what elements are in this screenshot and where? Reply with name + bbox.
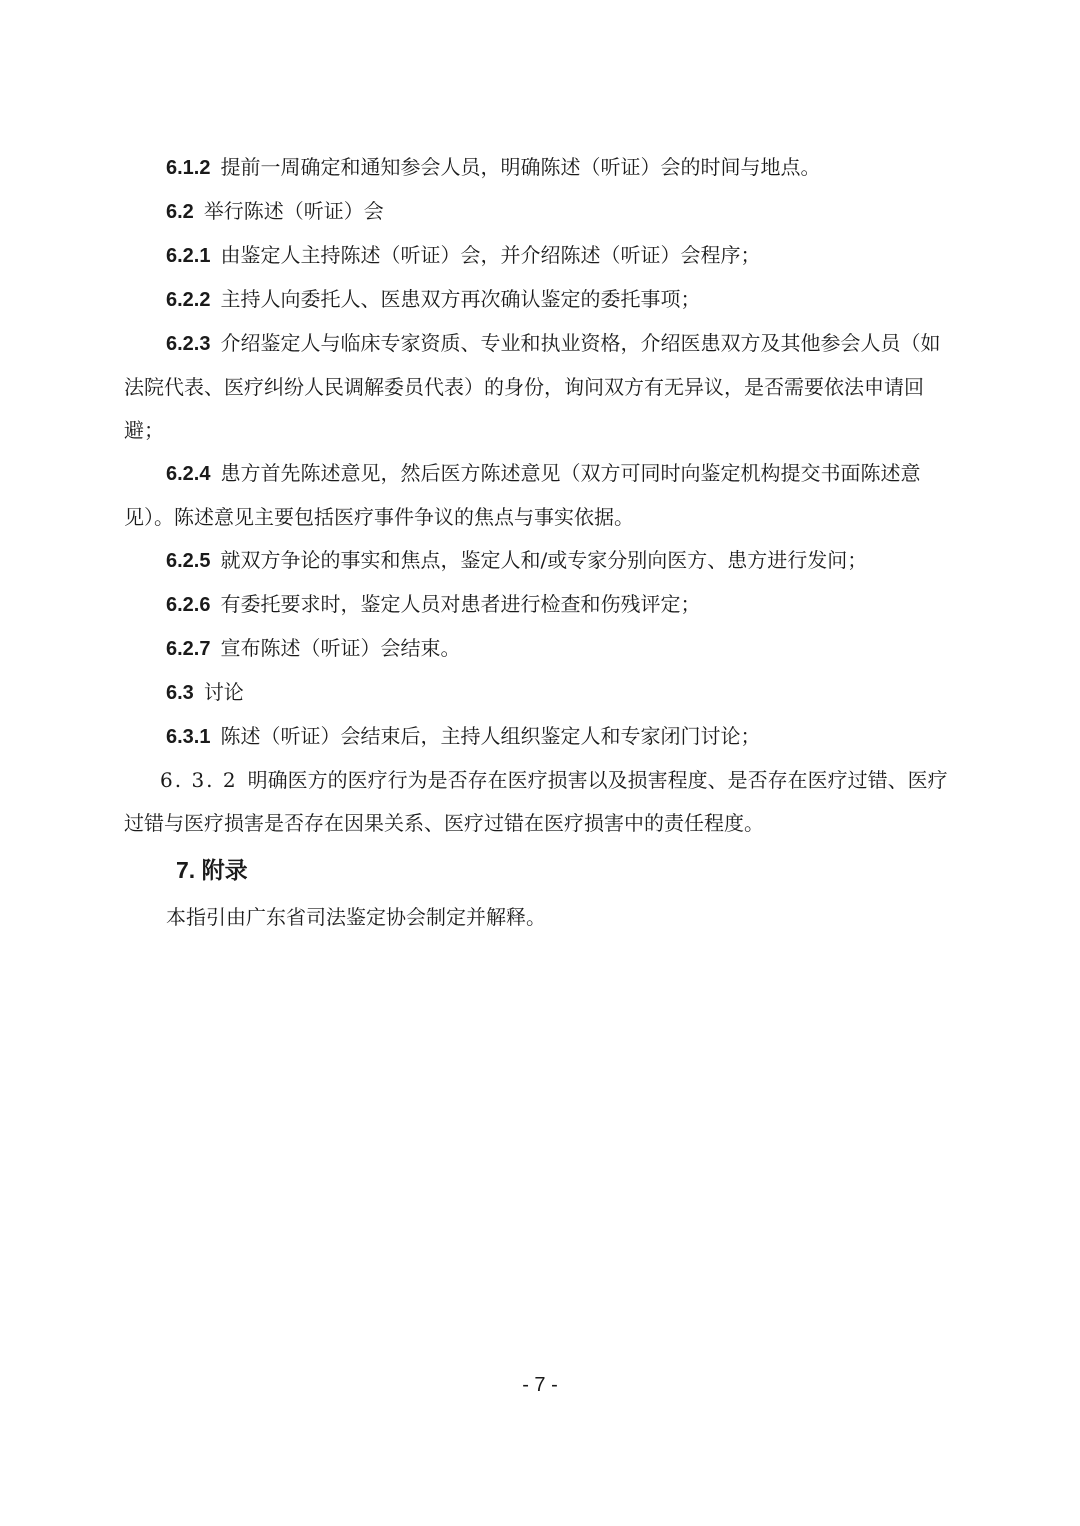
clause-number: 6.2.6: [166, 594, 211, 616]
section-number: 7.: [176, 857, 196, 883]
clause-number: 6.3.1: [166, 726, 211, 748]
clause-text: 主持人向委托人、医患双方再次确认鉴定的委托事项；: [220, 287, 701, 311]
appendix-paragraph: [124, 896, 960, 939]
clause-number: 6.2.1: [166, 245, 211, 267]
clause-number: 6.2.7: [166, 638, 211, 660]
paragraph-6-2-4: [124, 452, 960, 539]
clause-text: 患方首先陈述意见，然后医方陈述意见（双方可同时向鉴定机构提交书面陈述意见）。陈述意见主要包括医疗事件争议的焦点与事实依据。: [124, 461, 921, 529]
paragraph-6-2-5: [124, 539, 960, 583]
clause-number: 6.1.2: [166, 157, 211, 179]
clause-number: 6.2.4: [166, 463, 211, 485]
paragraph-6-3-2: [124, 759, 960, 845]
clause-text: 有委托要求时，鉴定人员对患者进行检查和伤残评定；: [220, 592, 701, 616]
clause-text: 宣布陈述（听证）会结束。: [220, 636, 461, 660]
paragraph-6-2-2: [124, 278, 960, 322]
paragraph-6-3: [124, 671, 960, 715]
clause-text: 提前一周确定和通知参会人员，明确陈述（听证）会的时间与地点。: [220, 155, 821, 179]
clause-text: 举行陈述（听证）会: [203, 199, 384, 223]
clause-text: 就双方争论的事实和焦点，鉴定人和/或专家分别向医方、患方进行发问；: [220, 548, 868, 572]
paragraph-6-2: [124, 190, 960, 234]
clause-number: 6.2.2: [166, 289, 211, 311]
paragraph-6-2-1: [124, 234, 960, 278]
appendix-text: 本指引由广东省司法鉴定协会制定并解释。: [166, 905, 546, 929]
section-title: 附录: [201, 858, 248, 884]
clause-number: 6.2.5: [166, 550, 211, 572]
clause-text: 陈述（听证）会结束后，主持人组织鉴定人和专家闭门讨论；: [220, 724, 761, 748]
paragraph-6-2-7: [124, 627, 960, 671]
clause-text: 由鉴定人主持陈述（听证）会，并介绍陈述（听证）会程序；: [220, 243, 761, 267]
paragraph-6-2-6: [124, 583, 960, 627]
page-content: [124, 146, 960, 939]
paragraph-6-2-3: [124, 322, 960, 452]
clause-number: 6.2.3: [166, 333, 211, 355]
paragraph-6-1-2: [124, 146, 960, 190]
clause-text: 讨论: [203, 680, 244, 704]
clause-text: 介绍鉴定人与临床专家资质、专业和执业资格，介绍医患双方及其他参会人员（如法院代表、医疗纠纷人民调解委员代表）的身份，询问双方有无异议，是否需要依法申请回避；: [124, 331, 941, 442]
paragraph-6-3-1: [124, 715, 960, 759]
clause-text: 明确医方的医疗行为是否存在医疗损害以及损害程度、是否存在医疗过错、医疗过错与医疗损害是否存在因果关系、医疗过错在医疗损害中的责任程度。: [124, 768, 948, 835]
clause-number: 6.2: [166, 201, 194, 223]
page-number: - 7 -: [522, 1374, 558, 1396]
clause-number: 6. 3. 2: [160, 768, 238, 792]
section-7-heading: [124, 845, 960, 896]
clause-number: 6.3: [166, 682, 194, 704]
